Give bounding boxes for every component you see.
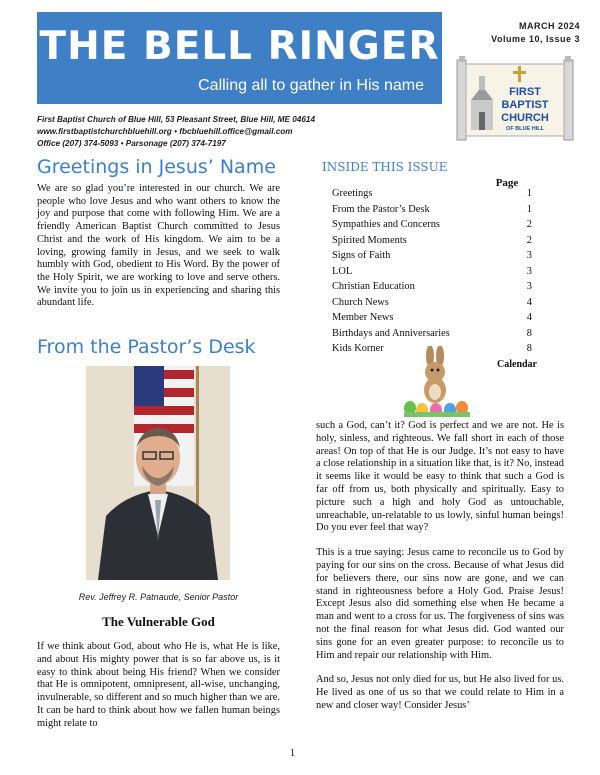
toc-page: 3 xyxy=(526,250,532,261)
sermon-text-col1: If we think about God, about who He is, what He is like, and about His mighty power that is so far above us, is it easy to think about being His friend? When we consider that He is omnipotent, omnipresent, all-wise, unchanging, invulnerable, so different and so much higher than we are. It can be hard to think about how we fallen human beings might relate to xyxy=(37,641,280,729)
toc-list xyxy=(332,186,532,357)
toc-page: 1 xyxy=(526,203,532,215)
issue-volume: Volume 10, Issue 3 xyxy=(491,34,580,44)
toc-calendar[interactable]: Calendar xyxy=(497,359,537,370)
toc-item[interactable] xyxy=(332,264,532,280)
greetings-body: We are so glad you’re interested in our church. We are people who love Jesus and who want others to know the joy and purpose that come with following Him. We are a friendly American Baptist Church committed to Jesus Christ and the work of His kingdom. We aim to be a loving, growing family in Jesus, and we seek to walk humbly with God, obedient to His Word. By the power of the Holy Spirit, we are working to love and serve others. We invite you to join us in experiencing and sharing this abundant life. xyxy=(37,183,280,309)
toc-item[interactable] xyxy=(332,248,532,264)
toc-item[interactable] xyxy=(332,233,532,249)
toc-page: 2 xyxy=(526,219,532,230)
toc-page: 4 xyxy=(526,296,532,308)
easter-bunny-icon xyxy=(402,346,472,418)
toc-page: 3 xyxy=(526,281,532,292)
contact-web-email[interactable]: www.firstbaptistchurchbluehill.org • fbcbluehill.office@gmail.com xyxy=(37,127,293,136)
toc-label: Spirited Moments xyxy=(332,234,407,246)
toc-label: Member News xyxy=(332,312,394,323)
pastor-photo xyxy=(86,366,230,580)
toc-label: Birthdays and Anniversaries xyxy=(332,327,450,339)
toc-item[interactable] xyxy=(332,310,532,326)
toc-item[interactable] xyxy=(332,186,532,202)
greetings-heading: Greetings in Jesus’ Name xyxy=(37,156,276,178)
toc-page: 3 xyxy=(526,265,532,277)
issue-info xyxy=(491,20,580,46)
masthead-banner xyxy=(37,12,442,104)
church-logo xyxy=(455,52,575,142)
sermon-paragraph: And so, Jesus not only died for us, but He also lived for us. He lived as one of us so that we could relate to Him in a new and closer way! Consider Jesus’ xyxy=(316,674,564,711)
toc-page: 8 xyxy=(526,343,532,354)
logo-text-first: FIRST xyxy=(509,86,541,98)
contact-address: First Baptist Church of Blue Hill, 53 Pleasant Street, Blue Hill, ME 04614 xyxy=(37,115,315,124)
toc-page-header: Page xyxy=(495,177,519,189)
toc-item[interactable] xyxy=(332,326,532,342)
toc-item[interactable] xyxy=(332,295,532,311)
toc-label: LOL xyxy=(332,265,353,277)
pastor-caption: Rev. Jeffrey R. Patnaude, Senior Pastor xyxy=(78,592,239,602)
toc-label: Christian Education xyxy=(332,281,415,292)
logo-text-bluehill: OF BLUE HILL xyxy=(506,126,544,132)
toc-page: 4 xyxy=(526,312,532,323)
toc-page: 2 xyxy=(526,234,532,246)
newsletter-tagline: Calling all to gather in His name xyxy=(198,77,424,94)
toc-label: Church News xyxy=(332,296,389,308)
sermon-text-col2 xyxy=(316,420,564,725)
sermon-paragraph: This is a true saying: Jesus came to reconcile us to God by paying for our sins on the cross. Because of what Jesus did for believers there, our sins now are gone, and we can stand in righteousness before a Holy God. Praise Jesus! Except Jesus also did something else when He became a man and went to a cross for us. The forgiveness of sins was not the final reason for what Jesus did. God wanted our sins gone for an even greater purpose: to reconcile us to Him and repair our relationship with Him. xyxy=(316,547,564,661)
newsletter-title: THE BELL RINGER xyxy=(39,24,440,69)
sermon-title: The Vulnerable God xyxy=(102,614,215,629)
toc-page: 1 xyxy=(526,188,532,199)
toc-heading: INSIDE THIS ISSUE xyxy=(322,160,448,174)
sermon-paragraph: such a God, can’t it? God is perfect and we are not. He is holy, sinless, and righteous. We fall short in each of those areas! On top of that He is our Judge. It’s not easy to have a close relationship in a situation like that, is it? No, instead it seems like it would be easy to think that such a God is far off from us, both physically and spiritually. Easy to picture such a high and holy God as untouchable, unreachable, un-relatable to us lowly, sinful human beings! Do you ever feel that way? xyxy=(316,420,564,534)
logo-text-church: CHURCH xyxy=(501,112,549,124)
toc-label: From the Pastor’s Desk xyxy=(332,203,430,215)
toc-label: Greetings xyxy=(332,188,373,199)
contact-phones: Office (207) 374-5093 • Parsonage (207) 374-7197 xyxy=(37,139,226,148)
logo-text-baptist: BAPTIST xyxy=(501,99,549,111)
issue-month: MARCH 2024 xyxy=(518,21,580,31)
page-number: 1 xyxy=(290,748,295,759)
toc-item[interactable] xyxy=(332,202,532,218)
toc-item[interactable] xyxy=(332,279,532,295)
toc-label: Sympathies and Concerns xyxy=(332,219,440,230)
contact-info xyxy=(37,114,315,150)
toc-page: 8 xyxy=(526,327,532,339)
toc-label: Kids Korner xyxy=(332,343,384,354)
toc-item[interactable] xyxy=(332,217,532,233)
toc-label: Signs of Faith xyxy=(332,250,391,261)
pastor-heading: From the Pastor’s Desk xyxy=(37,336,256,358)
